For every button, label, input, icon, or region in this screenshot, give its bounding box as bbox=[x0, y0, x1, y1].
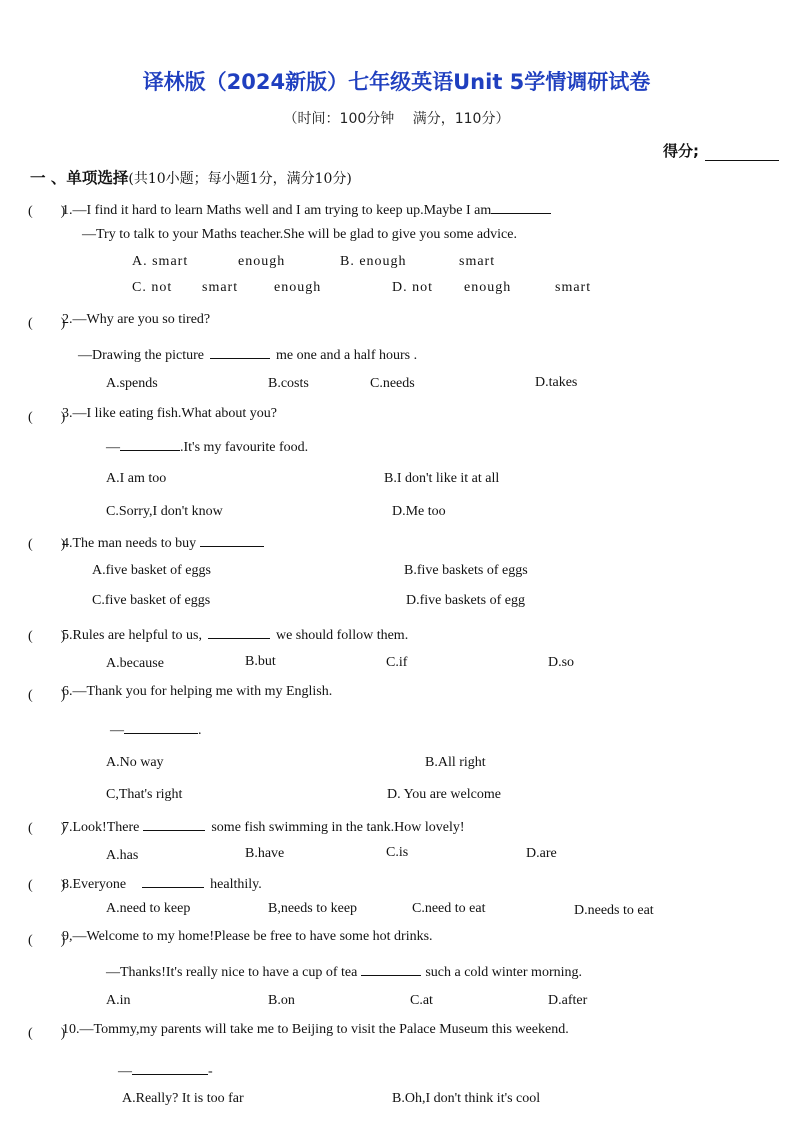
option[interactable]: B.have bbox=[245, 846, 285, 861]
fill-blank[interactable] bbox=[124, 720, 198, 734]
fill-blank[interactable] bbox=[210, 345, 270, 359]
option[interactable]: D.so bbox=[548, 655, 575, 670]
stem-text: healthily. bbox=[210, 877, 262, 892]
question-stem bbox=[62, 874, 262, 893]
reply-text: .It's my favourite food. bbox=[180, 440, 309, 455]
option[interactable]: C,That's right bbox=[106, 787, 183, 802]
option[interactable]: B,needs to keep bbox=[268, 901, 358, 916]
option-word: enough bbox=[238, 254, 286, 269]
option[interactable]: B.Oh,I don't think it's cool bbox=[392, 1091, 541, 1106]
option[interactable]: C.five basket of eggs bbox=[92, 593, 211, 608]
answer-paren[interactable]: ( ) bbox=[28, 933, 66, 948]
reply-text: — bbox=[110, 723, 124, 738]
score-blank[interactable] bbox=[705, 146, 779, 161]
option[interactable]: B.I don't like it at all bbox=[384, 471, 500, 486]
option[interactable]: D. You are welcome bbox=[387, 787, 501, 802]
exam-info: （时间：100分钟 满分，110分） bbox=[283, 111, 510, 127]
option[interactable]: B. enough bbox=[340, 254, 407, 269]
option[interactable]: A. smart bbox=[132, 254, 189, 269]
option[interactable]: C.needs bbox=[370, 376, 415, 391]
reply-text: . bbox=[198, 723, 202, 738]
fill-blank[interactable] bbox=[200, 533, 264, 547]
option[interactable]: A.in bbox=[106, 993, 131, 1008]
section-title: 一 、单项选择 bbox=[30, 169, 129, 187]
option[interactable]: B.costs bbox=[268, 376, 309, 391]
answer-paren[interactable]: ( ) bbox=[28, 821, 66, 836]
option[interactable]: B.five baskets of eggs bbox=[404, 563, 528, 578]
fill-blank[interactable] bbox=[208, 625, 270, 639]
stem-text: we should follow them. bbox=[275, 628, 409, 643]
stem-text: 7.Look!There bbox=[62, 820, 140, 835]
option[interactable]: D.after bbox=[548, 993, 588, 1008]
option[interactable]: A.has bbox=[106, 848, 139, 863]
option[interactable]: A.I am too bbox=[106, 471, 167, 486]
option[interactable]: C.if bbox=[386, 655, 408, 670]
answer-paren[interactable]: ( ) bbox=[28, 878, 66, 893]
answer-paren[interactable]: ( ) bbox=[28, 410, 66, 425]
option[interactable]: A.No way bbox=[106, 755, 164, 770]
score-field[interactable] bbox=[663, 140, 779, 161]
answer-paren[interactable]: ( ) bbox=[28, 1026, 66, 1041]
reply-text: me one and a half hours . bbox=[275, 348, 418, 363]
option[interactable]: D.five baskets of egg bbox=[406, 593, 525, 608]
question-reply bbox=[110, 720, 202, 739]
page-title: 译林版（2024新版）七年级英语Unit 5学情调研试卷 bbox=[142, 70, 651, 94]
fill-blank[interactable] bbox=[142, 874, 204, 888]
question-reply bbox=[106, 962, 582, 981]
option[interactable]: A.need to keep bbox=[106, 901, 191, 916]
score-label: 得分; bbox=[663, 142, 699, 160]
stem-text: 1.—I find it hard to learn Maths well and I am trying to keep up.Maybe I am bbox=[62, 203, 492, 218]
question-stem bbox=[62, 533, 264, 552]
question-reply: —Try to talk to your Maths teacher.She will be glad to give you some advice. bbox=[82, 227, 517, 242]
option-word: enough bbox=[274, 280, 322, 295]
option[interactable]: C.at bbox=[410, 993, 433, 1008]
reply-text: — bbox=[106, 440, 120, 455]
fill-blank[interactable] bbox=[491, 200, 551, 214]
option-word: smart bbox=[202, 280, 239, 295]
fill-blank[interactable] bbox=[132, 1061, 208, 1075]
question-stem bbox=[62, 200, 551, 219]
question-stem bbox=[62, 817, 465, 836]
reply-text: - bbox=[208, 1064, 213, 1079]
question-stem: 3.—I like eating fish.What about you? bbox=[62, 406, 277, 421]
question-stem: 6.—Thank you for helping me with my English. bbox=[62, 684, 333, 699]
question-reply bbox=[78, 345, 417, 364]
option[interactable]: A.five basket of eggs bbox=[92, 563, 211, 578]
option[interactable]: B.All right bbox=[425, 755, 486, 770]
section-note: (共10小题；每小题1分，满分10分) bbox=[128, 171, 352, 187]
section-heading bbox=[30, 166, 352, 188]
option[interactable]: C.Sorry,I don't know bbox=[106, 504, 223, 519]
option[interactable]: A.Really? It is too far bbox=[122, 1091, 244, 1106]
option[interactable]: A.spends bbox=[106, 376, 158, 391]
stem-text: 5.Rules are helpful to us, bbox=[62, 628, 202, 643]
reply-text: such a cold winter morning. bbox=[425, 965, 582, 980]
option[interactable]: D.Me too bbox=[392, 504, 446, 519]
answer-paren[interactable]: ( ) bbox=[28, 204, 66, 219]
question-stem bbox=[62, 625, 408, 644]
stem-text: 8.Everyone bbox=[62, 877, 127, 892]
question-reply bbox=[118, 1061, 213, 1080]
answer-paren[interactable]: ( ) bbox=[28, 688, 66, 703]
reply-text: —Thanks!It's really nice to have a cup of tea bbox=[106, 965, 358, 980]
answer-paren[interactable]: ( ) bbox=[28, 537, 66, 552]
option[interactable]: C. not bbox=[132, 280, 173, 295]
option[interactable]: C.is bbox=[386, 845, 409, 860]
option[interactable]: D.are bbox=[526, 846, 557, 861]
fill-blank[interactable] bbox=[361, 962, 421, 976]
reply-text: — bbox=[118, 1064, 132, 1079]
question-stem: 9,—Welcome to my home!Please be free to have some hot drinks. bbox=[62, 929, 433, 944]
option[interactable]: D.takes bbox=[535, 375, 578, 390]
question-stem: 2.—Why are you so tired? bbox=[62, 312, 211, 327]
option-word: smart bbox=[555, 280, 592, 295]
option[interactable]: B.but bbox=[245, 654, 276, 669]
question-reply bbox=[106, 437, 308, 456]
stem-text: 4.The man needs to buy bbox=[62, 536, 197, 551]
option[interactable]: D. not bbox=[392, 280, 433, 295]
option-word: enough bbox=[464, 280, 512, 295]
answer-paren[interactable]: ( ) bbox=[28, 629, 66, 644]
fill-blank[interactable] bbox=[143, 817, 205, 831]
option[interactable]: D.needs to eat bbox=[574, 903, 654, 918]
option-word: smart bbox=[459, 254, 496, 269]
option[interactable]: B.on bbox=[268, 993, 295, 1008]
reply-text: —Drawing the picture bbox=[78, 348, 204, 363]
option[interactable]: C.need to eat bbox=[412, 901, 486, 916]
option[interactable]: A.because bbox=[106, 656, 164, 671]
fill-blank[interactable] bbox=[120, 437, 180, 451]
answer-paren[interactable]: ( ) bbox=[28, 316, 66, 331]
stem-text: some fish swimming in the tank.How lovely! bbox=[211, 820, 465, 835]
question-stem: 10.—Tommy,my parents will take me to Beijing to visit the Palace Museum this weekend. bbox=[62, 1022, 569, 1037]
